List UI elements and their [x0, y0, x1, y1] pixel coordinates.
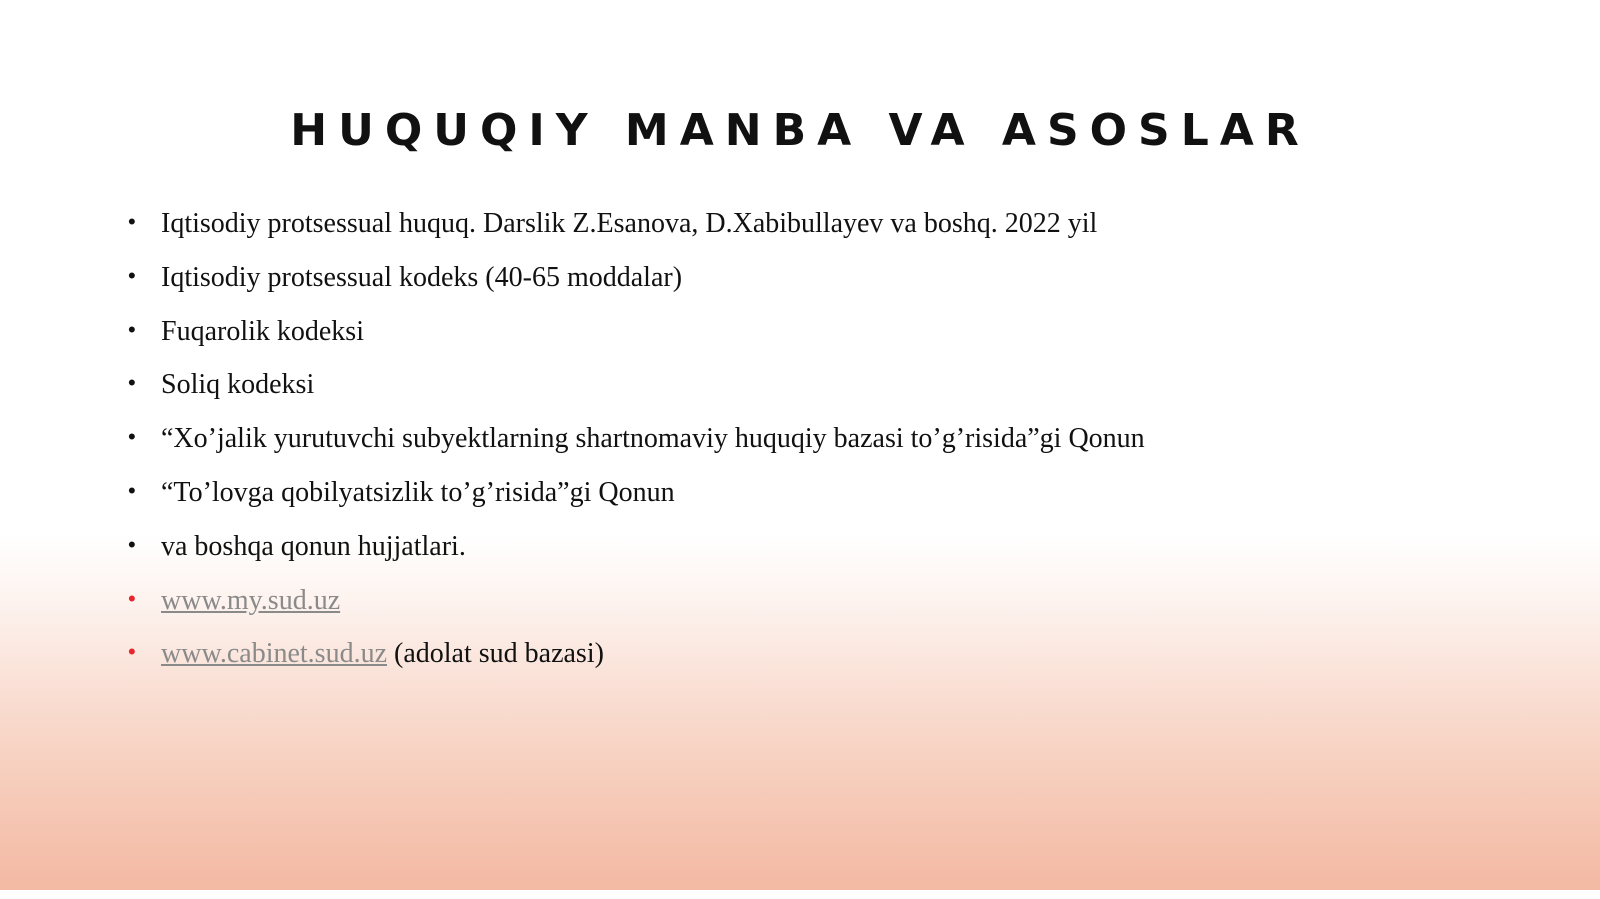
link-my-sud[interactable]: www.my.sud.uz [161, 584, 341, 616]
bullet-icon: • [128, 370, 136, 396]
list-item [128, 474, 1528, 528]
bullet-text: Fuqarolik kodeksi [161, 315, 364, 347]
list-item [128, 205, 1528, 259]
bullet-icon: • [128, 424, 136, 450]
bullet-icon: • [128, 531, 136, 557]
bullet-text: “Xo’jalik yurutuvchi subyektlarning shartnomaviy huquqiy bazasi to’g’risida”gi Qonun [161, 423, 1145, 455]
link-cabinet-sud[interactable]: www.cabinet.sud.uz [161, 638, 388, 670]
list-item [128, 259, 1528, 313]
bullet-text: (adolat sud bazasi) [387, 638, 604, 670]
bullet-text: Iqtisodiy protsessual kodeks (40-65 moddalar) [161, 261, 683, 293]
slide-title: HUQUQIY MANBA VA ASOSLAR [290, 105, 1310, 156]
list-item [128, 528, 1528, 582]
bullet-icon: • [128, 209, 136, 234]
bullet-list [128, 205, 1528, 689]
list-item [128, 313, 1528, 367]
list-item [128, 420, 1528, 474]
list-item [128, 366, 1528, 420]
bullet-icon: • [128, 316, 136, 342]
bullet-icon: • [128, 585, 136, 611]
bullet-icon: • [128, 477, 136, 503]
bullet-text: “To’lovga qobilyatsizlik to’g’risida”gi Qonun [161, 476, 675, 508]
bullet-text: Iqtisodiy protsessual huquq. Darslik Z.Esanova, D.Xabibullayev va boshq. 2022 yil [161, 208, 1098, 239]
bullet-text: Soliq kodeksi [161, 369, 315, 401]
list-item [128, 635, 1528, 689]
bullet-text: va boshqa qonun hujjatlari. [161, 530, 466, 562]
list-item [128, 582, 1528, 636]
bullet-icon: • [128, 262, 136, 288]
bullet-icon: • [128, 639, 136, 665]
